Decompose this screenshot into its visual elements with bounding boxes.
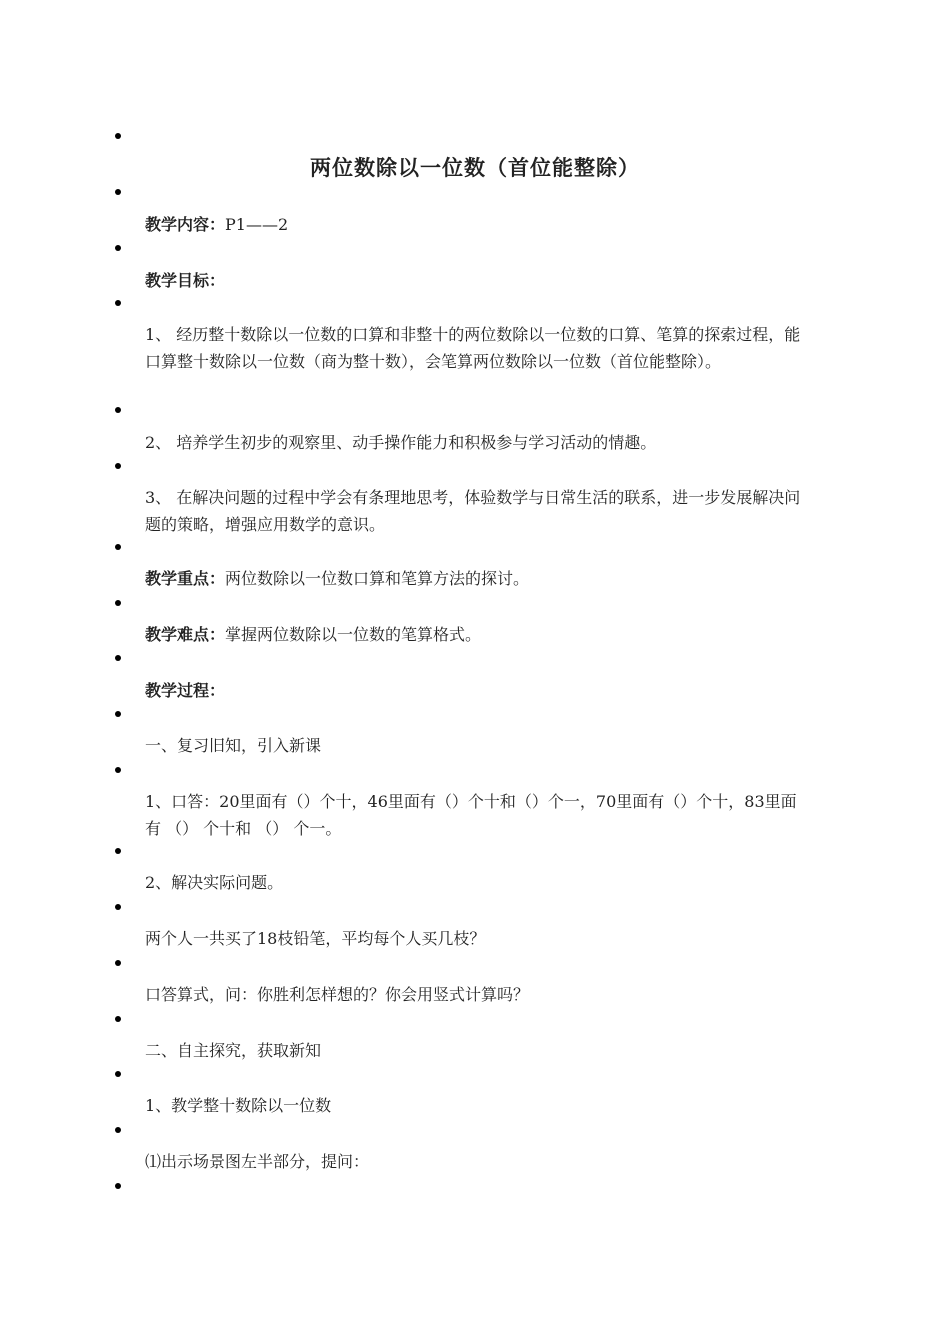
list-bullet	[115, 600, 121, 606]
word-problem: 两个人一共买了18枝铅笔，平均每个人买几枝？	[145, 929, 486, 948]
oral-prompt: 口答算式，问：你胜利怎样想的？你会用竖式计算吗？	[145, 985, 530, 1004]
content-line	[145, 211, 810, 238]
list-bullet	[115, 1016, 121, 1022]
list-bullet	[115, 544, 121, 550]
list-bullet	[115, 1183, 121, 1189]
difficulty-text: 掌握两位数除以一位数的笔算格式。	[225, 625, 482, 644]
key-point-text: 两位数除以一位数口算和笔算方法的探讨。	[225, 569, 530, 588]
list-bullet	[115, 904, 121, 910]
key-point-line	[145, 565, 810, 592]
goals-label: 教学目标：	[145, 271, 226, 290]
difficulty-label: 教学难点：	[145, 625, 226, 644]
list-bullet	[115, 133, 121, 139]
goal-3: 3、 在解决问题的过程中学会有条理地思考，体验数学与日常生活的联系，进一步发展解决问题的策略，增强应用数学的意识。	[145, 488, 801, 534]
list-bullet	[115, 245, 121, 251]
list-bullet	[115, 407, 121, 413]
goal-2: 2、 培养学生初步的观察里、动手操作能力和积极参与学习活动的情趣。	[145, 433, 657, 452]
list-bullet	[115, 848, 121, 854]
goal-1: 1、 经历整十数除以一位数的口算和非整十的两位数除以一位数的口算、笔算的探索过程，能口算整十数除以一位数（商为整十数），会笔算两位数除以一位数（首位能整除）。	[145, 325, 801, 371]
list-bullet	[115, 960, 121, 966]
step-1: ⑴出示场景图左半部分，提问：	[145, 1152, 370, 1171]
document-title: 两位数除以一位数（首位能整除）	[310, 155, 640, 180]
key-point-label: 教学重点：	[145, 569, 226, 588]
list-bullet	[115, 767, 121, 773]
subsection-1-heading: 1、教学整十数除以一位数	[145, 1096, 332, 1115]
process-label: 教学过程：	[145, 681, 226, 700]
list-bullet	[115, 711, 121, 717]
content-label: 教学内容：	[145, 215, 226, 234]
difficulty-line	[145, 621, 810, 648]
list-bullet	[115, 189, 121, 195]
content-text: P1——2	[225, 215, 289, 234]
section-2-heading: 二、自主探究，获取新知	[145, 1041, 322, 1060]
list-bullet	[115, 1071, 121, 1077]
question-1: 1、口答：20里面有（）个十，46里面有（）个十和（）个一，70里面有（）个十，83里面有 （） 个十和 （） 个一。	[145, 792, 797, 838]
list-bullet	[115, 1127, 121, 1133]
question-2: 2、解决实际问题。	[145, 873, 284, 892]
list-bullet	[115, 655, 121, 661]
list-bullet	[115, 463, 121, 469]
list-bullet	[115, 300, 121, 306]
section-1-heading: 一、复习旧知，引入新课	[145, 736, 322, 755]
